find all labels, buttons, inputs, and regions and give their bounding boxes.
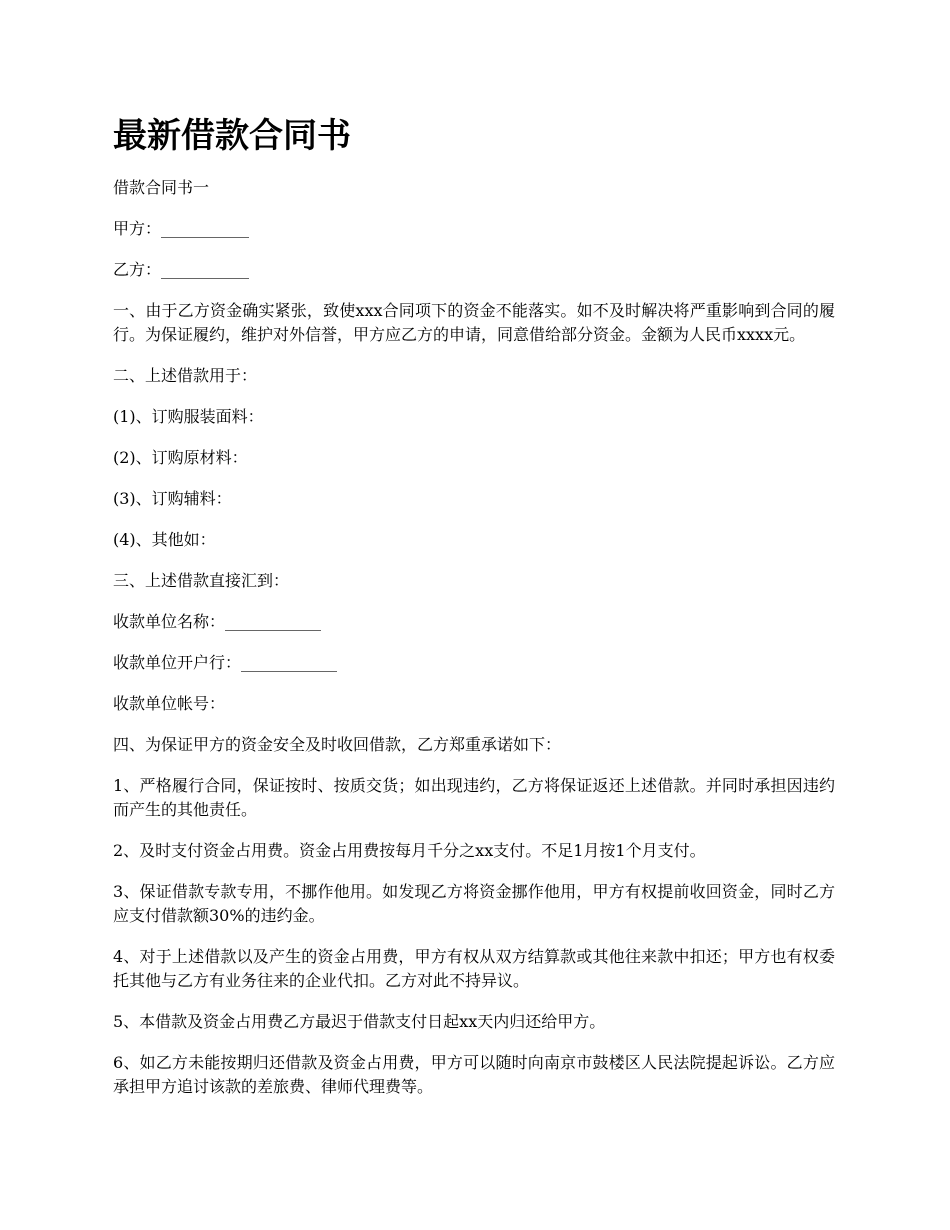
party-a-line: 甲方：___________ (113, 219, 250, 238)
clause-2-item-1: (1)、订购服装面料： (113, 407, 264, 426)
payee-account-line: 收款单位帐号： (113, 694, 226, 713)
payee-bank-line: 收款单位开户行：____________ (113, 653, 338, 672)
clause-2-item-3: (3)、订购辅料： (113, 489, 232, 508)
clause-2-item-4: (4)、其他如： (113, 530, 216, 549)
clause-4-item-5: 5、本借款及资金占用费乙方最迟于借款支付日起xx天内归还给甲方。 (113, 1012, 606, 1031)
clause-1: 一、由于乙方资金确实紧张，致使xxx合同项下的资金不能落实。如不及时解决将严重影响到合同的履行。为保证履约，维护对外信誉，甲方应乙方的申请，同意借给部分资金。金额为人民币xxxx元。 (113, 301, 835, 344)
payee-name-line: 收款单位名称：____________ (113, 612, 322, 631)
clause-4-item-6: 6、如乙方未能按期归还借款及资金占用费，甲方可以随时向南京市鼓楼区人民法院提起诉讼。乙方应承担甲方追讨该款的差旅费、律师代理费等。 (113, 1053, 835, 1096)
party-b-line: 乙方：___________ (113, 260, 250, 279)
clause-2-item-2: (2)、订购原材料： (113, 448, 248, 467)
document-body (113, 176, 835, 1116)
clause-4-item-4: 4、对于上述借款以及产生的资金占用费，甲方有权从双方结算款或其他往来款中扣还；甲方也有权委托其他与乙方有业务往来的企业代扣。乙方对此不持异议。 (113, 947, 835, 990)
clause-4-item-1: 1、严格履行合同，保证按时、按质交货；如出现违约，乙方将保证返还上述借款。并同时承担因违约而产生的其他责任。 (113, 776, 835, 819)
clause-4-heading: 四、为保证甲方的资金安全及时收回借款，乙方郑重承诺如下： (113, 735, 562, 754)
clause-4-item-3: 3、保证借款专款专用，不挪作他用。如发现乙方将资金挪作他用，甲方有权提前收回资金，同时乙方应支付借款额30%的违约金。 (113, 882, 835, 925)
clause-3-heading: 三、上述借款直接汇到： (113, 571, 290, 590)
contract-subtitle: 借款合同书一 (113, 178, 210, 197)
clause-4-item-2: 2、及时支付资金占用费。资金占用费按每月千分之xx支付。不足1月按1个月支付。 (113, 841, 706, 860)
document-title: 最新借款合同书 (113, 116, 351, 156)
clause-2-heading: 二、上述借款用于： (113, 366, 258, 385)
